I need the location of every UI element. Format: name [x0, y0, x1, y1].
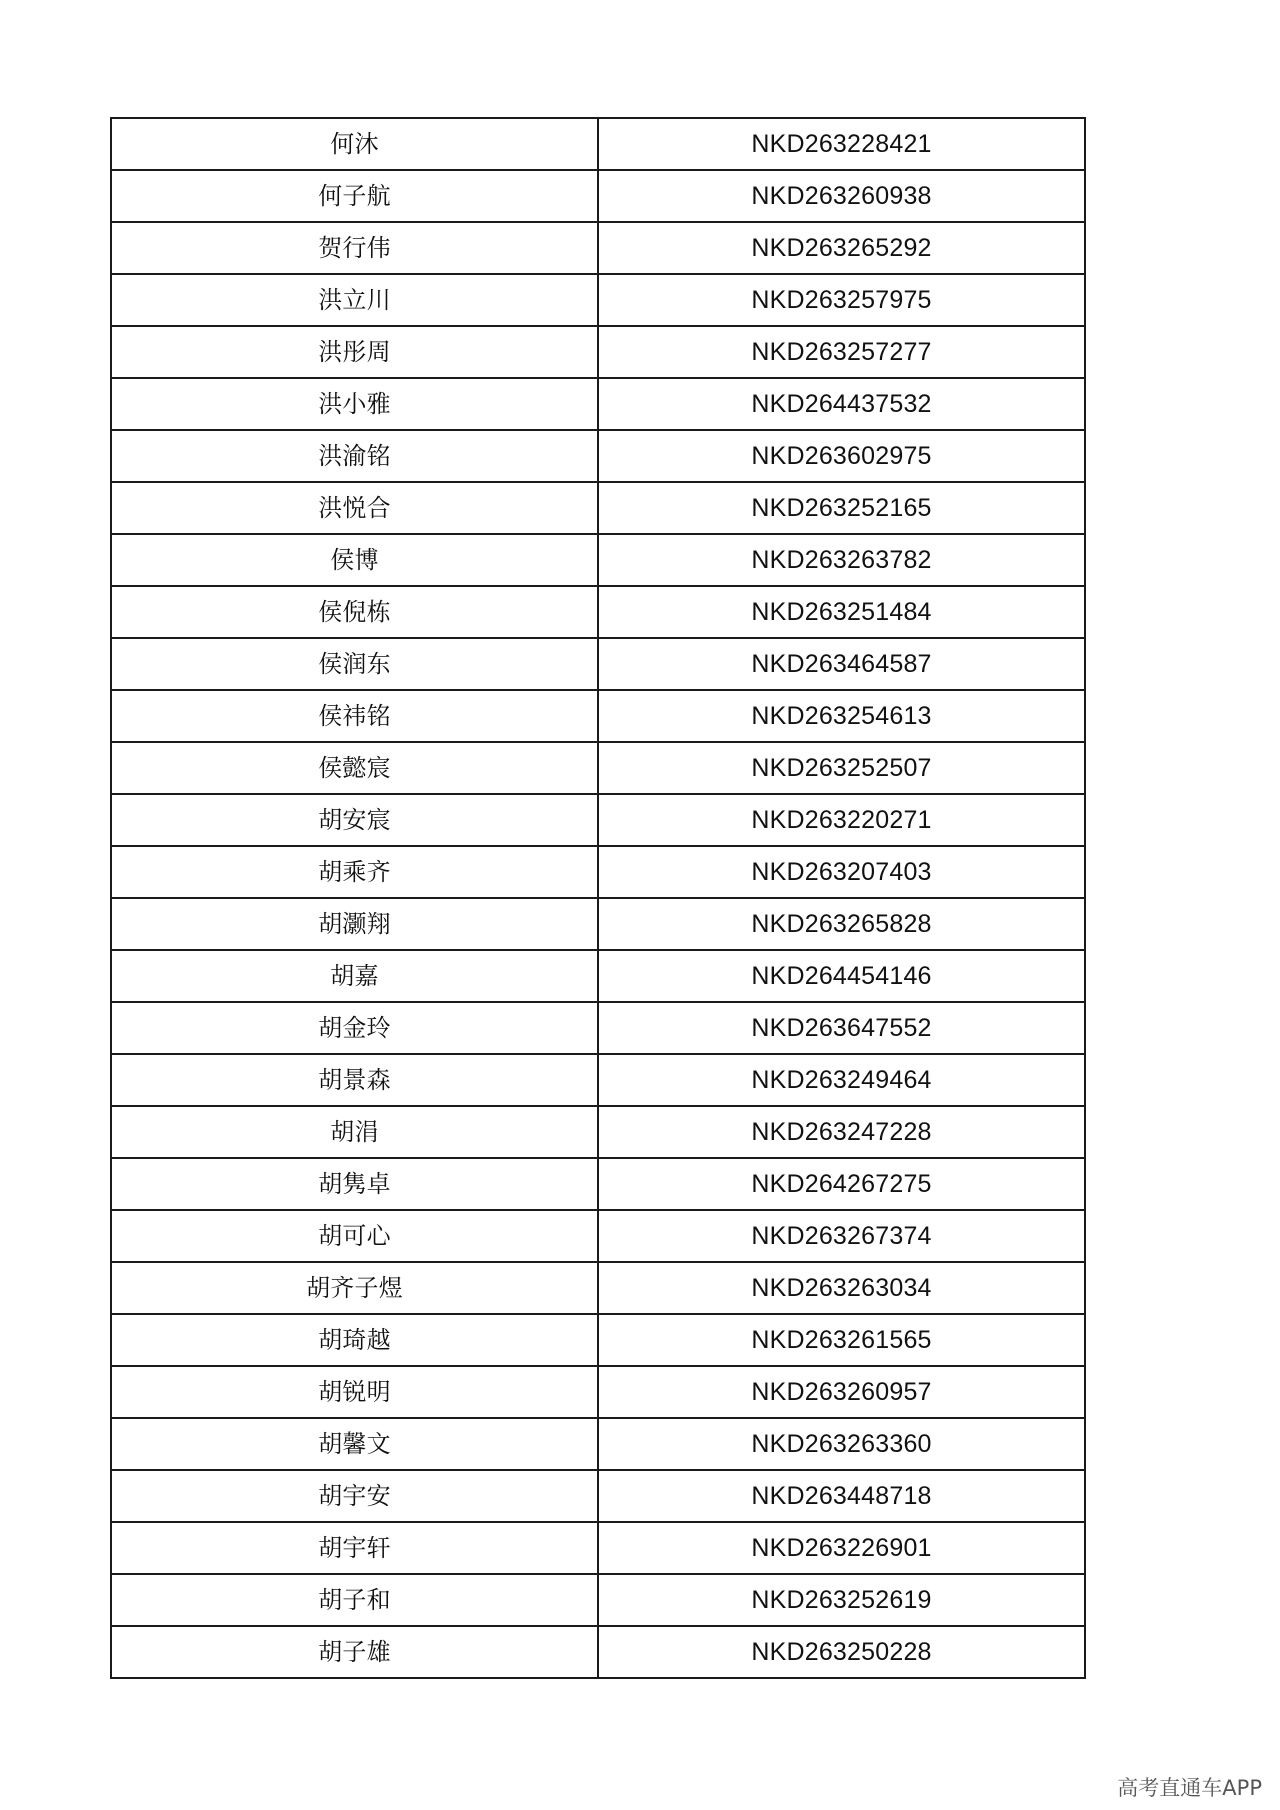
table-row [111, 1522, 1085, 1574]
student-name-cell: 胡琦越 [111, 1314, 598, 1366]
student-name-cell: 侯懿宸 [111, 742, 598, 794]
student-name-cell: 侯祎铭 [111, 690, 598, 742]
table-row [111, 1314, 1085, 1366]
table-row [111, 1418, 1085, 1470]
registration-id-cell: NKD263260938 [598, 170, 1085, 222]
student-name-cell: 胡子和 [111, 1574, 598, 1626]
student-name-cell: 胡灏翔 [111, 898, 598, 950]
registration-id-cell: NKD263263034 [598, 1262, 1085, 1314]
registration-id-cell: NKD264267275 [598, 1158, 1085, 1210]
table-row [111, 534, 1085, 586]
student-name-cell: 侯润东 [111, 638, 598, 690]
student-name-cell: 何沐 [111, 118, 598, 170]
student-name-cell: 胡涓 [111, 1106, 598, 1158]
registration-id-cell: NKD263226901 [598, 1522, 1085, 1574]
table-row [111, 430, 1085, 482]
registration-id-cell: NKD264437532 [598, 378, 1085, 430]
registration-id-cell: NKD263252165 [598, 482, 1085, 534]
student-name-cell: 侯倪栋 [111, 586, 598, 638]
table-row [111, 638, 1085, 690]
table-row [111, 482, 1085, 534]
table-row [111, 274, 1085, 326]
student-name-cell: 胡可心 [111, 1210, 598, 1262]
registration-id-cell: NKD263220271 [598, 794, 1085, 846]
roster-table [110, 117, 1086, 1679]
registration-id-cell: NKD263647552 [598, 1002, 1085, 1054]
table-row [111, 586, 1085, 638]
table-row [111, 898, 1085, 950]
table-row [111, 690, 1085, 742]
registration-id-cell: NKD263263360 [598, 1418, 1085, 1470]
student-name-cell: 胡宇安 [111, 1470, 598, 1522]
watermark-label: 高考直通车APP [1117, 1776, 1262, 1800]
student-name-cell: 胡锐明 [111, 1366, 598, 1418]
table-row [111, 1054, 1085, 1106]
table-row [111, 170, 1085, 222]
registration-id-cell: NKD263249464 [598, 1054, 1085, 1106]
table-row [111, 794, 1085, 846]
registration-id-cell: NKD263265292 [598, 222, 1085, 274]
table-row [111, 1158, 1085, 1210]
registration-id-cell: NKD263464587 [598, 638, 1085, 690]
registration-id-cell: NKD263261565 [598, 1314, 1085, 1366]
registration-id-cell: NKD263265828 [598, 898, 1085, 950]
student-name-cell: 胡子雄 [111, 1626, 598, 1678]
registration-id-cell: NKD263250228 [598, 1626, 1085, 1678]
table-row [111, 950, 1085, 1002]
table-row [111, 118, 1085, 170]
table-row [111, 1470, 1085, 1522]
student-name-cell: 胡景森 [111, 1054, 598, 1106]
table-row [111, 1210, 1085, 1262]
student-name-cell: 胡隽卓 [111, 1158, 598, 1210]
table-row [111, 1002, 1085, 1054]
registration-id-cell: NKD263254613 [598, 690, 1085, 742]
table-row [111, 1366, 1085, 1418]
table-row [111, 1262, 1085, 1314]
registration-id-cell: NKD263257975 [598, 274, 1085, 326]
registration-id-cell: NKD263207403 [598, 846, 1085, 898]
table-row [111, 1574, 1085, 1626]
student-name-cell: 侯博 [111, 534, 598, 586]
student-name-cell: 何子航 [111, 170, 598, 222]
student-name-cell: 洪彤周 [111, 326, 598, 378]
registration-id-cell: NKD263251484 [598, 586, 1085, 638]
student-name-cell: 胡乘齐 [111, 846, 598, 898]
student-name-cell: 胡馨文 [111, 1418, 598, 1470]
registration-id-cell: NKD263260957 [598, 1366, 1085, 1418]
registration-id-cell: NKD263263782 [598, 534, 1085, 586]
student-name-cell: 洪立川 [111, 274, 598, 326]
student-name-cell: 胡齐子煜 [111, 1262, 598, 1314]
registration-id-cell: NKD263247228 [598, 1106, 1085, 1158]
student-name-cell: 胡宇轩 [111, 1522, 598, 1574]
student-name-cell: 胡金玲 [111, 1002, 598, 1054]
registration-id-cell: NKD263448718 [598, 1470, 1085, 1522]
table-row [111, 222, 1085, 274]
registration-id-cell: NKD263252507 [598, 742, 1085, 794]
registration-id-cell: NKD263228421 [598, 118, 1085, 170]
table-row [111, 1106, 1085, 1158]
table-row [111, 1626, 1085, 1678]
table-row [111, 742, 1085, 794]
table-row [111, 378, 1085, 430]
registration-id-cell: NKD263257277 [598, 326, 1085, 378]
student-name-cell: 胡安宸 [111, 794, 598, 846]
student-name-cell: 洪渝铭 [111, 430, 598, 482]
registration-id-cell: NKD264454146 [598, 950, 1085, 1002]
table-row [111, 846, 1085, 898]
table-row [111, 326, 1085, 378]
registration-id-cell: NKD263267374 [598, 1210, 1085, 1262]
student-name-cell: 洪小雅 [111, 378, 598, 430]
student-name-cell: 洪悦合 [111, 482, 598, 534]
student-name-cell: 贺行伟 [111, 222, 598, 274]
student-name-cell: 胡嘉 [111, 950, 598, 1002]
roster-table-body [111, 118, 1085, 1678]
registration-id-cell: NKD263252619 [598, 1574, 1085, 1626]
registration-id-cell: NKD263602975 [598, 430, 1085, 482]
